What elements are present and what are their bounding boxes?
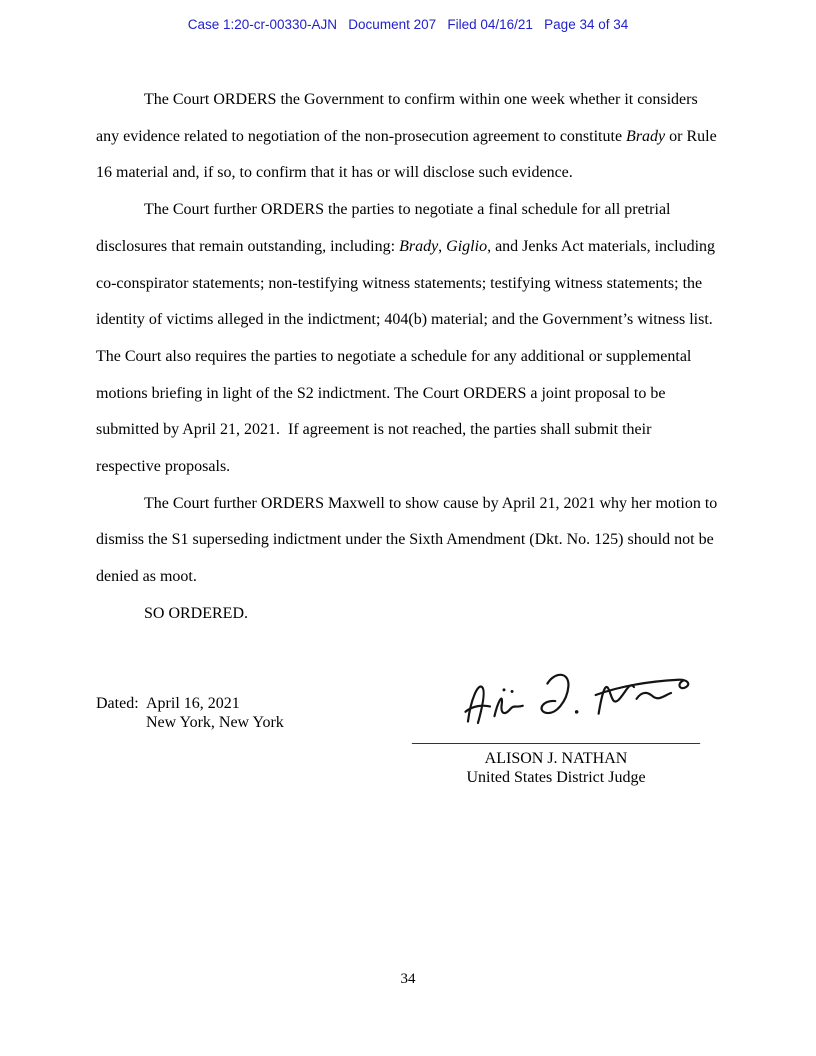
order-paragraph-3: The Court further ORDERS Maxwell to show cause by April 21, 2021 why her motion to dismiss the S1 superseding indictment under the Sixth Amendment (Dkt. No. 125) should not be denied as moot. [96,494,722,586]
judge-name: ALISON J. NATHAN [484,750,628,767]
case-stamp-header: Case 1:20-cr-00330-AJN Document 207 Filed 04/16/21 Page 34 of 34 [187,17,629,32]
dated-label: Dated: [96,695,139,712]
so-ordered-line: SO ORDERED. [144,604,249,622]
page-number: 34 [400,971,416,987]
dated-place: New York, New York [146,714,284,731]
signature-block [405,658,707,787]
signature-image [455,654,697,744]
signature-line: ____________________________________ [412,730,700,746]
order-paragraph-2: The Court further ORDERS the parties to negotiate a final schedule for all pretrial disclosures that remain outstanding, including: Brady, Giglio, and Jenks Act materials, including co-conspirator statements; non-testifying witness statements; testifying witness statements; the identity of victims alleged in the indictment; 404(b) material; and the Government’s witness list. The Court also requires the parties to negotiate a schedule for any additional or supplemental motions briefing in light of the S2 indictment. The Court ORDERS a joint proposal to be submitted by April 21, 2021. If agreement is not reached, the parties shall submit their respective proposals. [96,201,720,476]
dated-block [96,694,284,732]
dated-spacer [96,713,146,732]
signature-area [405,658,707,738]
dated-date: April 16, 2021 [146,695,240,712]
order-paragraph-1: The Court ORDERS the Government to confirm within one week whether it considers any evidence related to negotiation of the non-prosecution agreement to constitute Brady or Rule 16 material and, if so, to confirm that it has or will disclose such evidence. [96,91,721,182]
judge-title: United States District Judge [466,769,646,786]
order-body [96,82,720,633]
